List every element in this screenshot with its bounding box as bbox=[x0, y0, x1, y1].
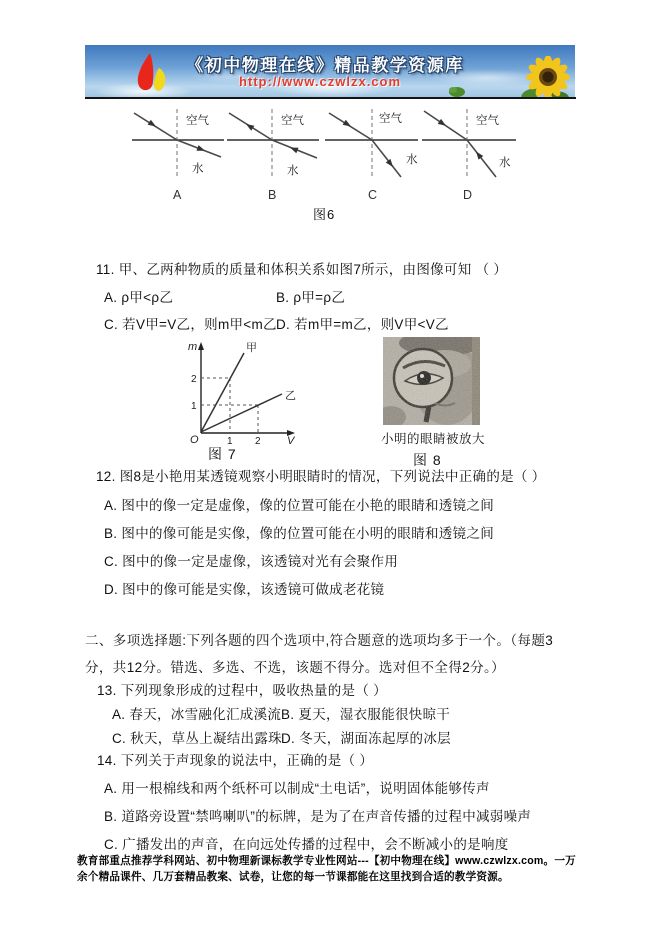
banner-title: 《初中物理在线》精品教学资源库 bbox=[186, 56, 464, 75]
y-axis-label: m bbox=[188, 341, 198, 353]
q11-option-d: D. 若m甲=m乙，则V甲<V乙 bbox=[276, 317, 449, 332]
water-label: 水 bbox=[192, 163, 204, 175]
photo-grain bbox=[383, 337, 480, 425]
bush-icon bbox=[448, 85, 466, 97]
banner-url: http://www.czwlzx.com bbox=[238, 74, 402, 89]
q13-stem: 13. 下列现象形成的过程中，吸收热量的是（ ） bbox=[97, 683, 387, 698]
sunflower-icon bbox=[518, 56, 572, 98]
y-axis-arrow bbox=[198, 342, 204, 350]
series-yi-label: 乙 bbox=[285, 390, 296, 402]
water-label: 水 bbox=[287, 165, 299, 177]
section2-heading: 二、多项选择题:下列各题的四个选项中,符合题意的选项均多于一个。（每题3分，共12分。错选、多选、不选，该题不得分。选对但不全得2分。） bbox=[85, 633, 554, 675]
q14-option-a: A. 用一根棉线和两个纸杯可以制成“土电话”，说明固体能够传声 bbox=[104, 781, 490, 796]
ray-arrow bbox=[289, 145, 299, 154]
figure6-panel-b bbox=[227, 109, 319, 202]
panel-letter: A bbox=[173, 188, 182, 202]
figure7-caption: 图 7 bbox=[208, 446, 237, 462]
figure8-caption: 小明的眼睛被放大 bbox=[381, 432, 486, 446]
q12-option-b: B. 图中的像可能是实像，像的位置可能在小明的眼睛和透镜之间 bbox=[104, 526, 495, 541]
q11-option-a: A. ρ甲<ρ乙 bbox=[104, 290, 174, 305]
x-tick-2: 2 bbox=[255, 436, 261, 444]
q14-stem: 14. 下列关于声现象的说法中，正确的是（ ） bbox=[97, 753, 374, 768]
figure8-photo bbox=[383, 337, 480, 425]
q14-option-c: C. 广播发出的声音，在向远处传播的过程中，会不断减小的是响度 bbox=[104, 837, 509, 852]
origin-label: O bbox=[190, 434, 199, 444]
refracted-ray bbox=[467, 140, 496, 177]
air-label: 空气 bbox=[476, 115, 499, 127]
q12-option-c: C. 图中的像一定是虚像，该透镜对光有会聚作用 bbox=[104, 554, 399, 569]
air-label: 空气 bbox=[379, 113, 402, 125]
panel-letter: D bbox=[463, 188, 473, 202]
q12-stem: 12. 图8是小艳用某透镜观察小明眼睛时的情况，下列说法中正确的是（ ） bbox=[96, 469, 546, 484]
y-tick-2: 2 bbox=[191, 374, 197, 385]
panel-letter: C bbox=[368, 188, 378, 202]
header-banner bbox=[85, 45, 575, 98]
y-tick-1: 1 bbox=[191, 401, 197, 412]
figure6-panel-c bbox=[325, 109, 418, 202]
figure6-panel-d bbox=[422, 109, 516, 202]
series-jia-label: 甲 bbox=[246, 342, 257, 354]
q13-option-d: D. 冬天，湖面冻起厚的冰层 bbox=[281, 731, 451, 746]
figure6-panel-a bbox=[132, 109, 224, 202]
q13-option-a: A. 春天，冰雪融化汇成溪流 bbox=[112, 707, 282, 722]
water-label: 水 bbox=[406, 154, 418, 166]
panel-letter: B bbox=[268, 188, 277, 202]
refracted-ray bbox=[372, 140, 401, 177]
figure6 bbox=[130, 106, 530, 202]
water-label: 水 bbox=[499, 157, 511, 169]
figure7-chart bbox=[183, 336, 305, 444]
q11-option-c: C. 若V甲=V乙，则m甲<m乙 bbox=[104, 317, 277, 332]
ray-arrow bbox=[196, 145, 206, 153]
x-tick-1: 1 bbox=[227, 436, 233, 444]
x-axis-label: V bbox=[287, 435, 295, 444]
figure8-figno: 图 8 bbox=[413, 452, 442, 468]
air-label: 空气 bbox=[186, 115, 209, 127]
incident-ray bbox=[329, 113, 372, 140]
series-jia-line bbox=[201, 353, 244, 432]
series-yi-line bbox=[201, 394, 282, 432]
q13-option-c: C. 秋天，草丛上凝结出露珠 bbox=[112, 731, 282, 746]
q12-option-d: D. 图中的像可能是实像，该透镜可做成老花镜 bbox=[104, 582, 385, 597]
q12-option-a: A. 图中的像一定是虚像，像的位置可能在小艳的眼睛和透镜之间 bbox=[104, 498, 495, 513]
q11-option-b: B. ρ甲=ρ乙 bbox=[276, 290, 346, 305]
q14-option-b: B. 道路旁设置“禁鸣喇叭”的标牌，是为了在声音传播的过程中减弱噪声 bbox=[104, 809, 532, 824]
air-label: 空气 bbox=[281, 115, 304, 127]
q13-option-b: B. 夏天，湿衣服能很快晾干 bbox=[281, 707, 451, 722]
footer-text: 教育部重点推荐学科网站、初中物理新课标教学专业性网站---【初中物理在线】www.czwlzx.com。一万余个精品课件、几万套精品教案、试卷，让您的每一节课都能在这里找到合适的教学资源。 bbox=[77, 855, 576, 883]
header-rule bbox=[85, 97, 576, 99]
incident-ray bbox=[134, 113, 177, 140]
figure6-caption: 图6 bbox=[313, 207, 336, 222]
q11-stem: 11. 甲、乙两种物质的质量和体积关系如图7所示，由图像可知 （ ） bbox=[96, 262, 508, 277]
